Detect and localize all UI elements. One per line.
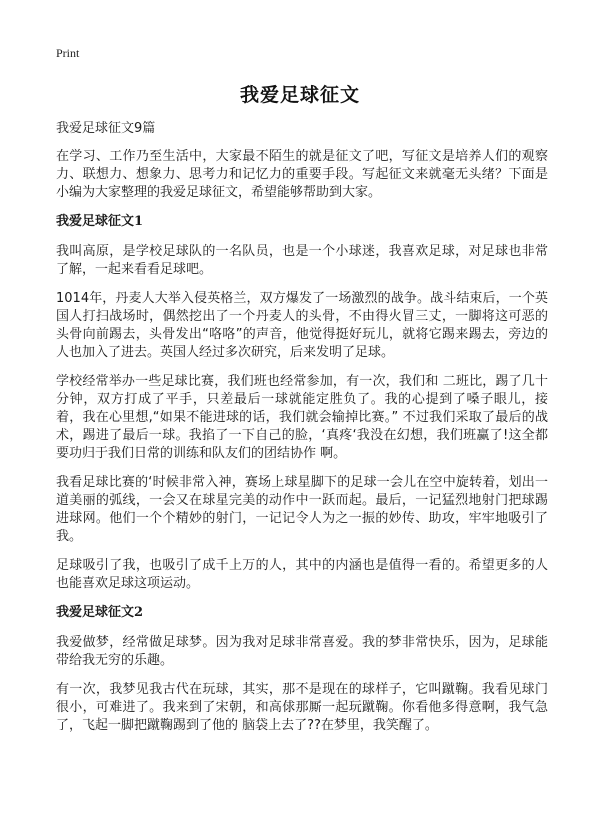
paragraph: 学校经常举办一些足球比赛，我们班也经常参加，有一次，我们和 二班比，踢了几十分钟，双方打成了平手，只差最后一球就能定胜负了。我的心提到了嗓子眼儿，接着，我在心里想,“如果不能进球的话，我们就会输掉比赛。” 不过我们采取了最后的战术，踢进了最后一球。我掐了一下自己的脸，‘真疼‘我没在幻想，我们班赢了!这全都要功归于我们日常的训练和队友们的团结协作 啊。 [56,374,548,461]
intro-paragraph: 在学习、工作乃至生活中，大家最不陌生的就是征文了吧，写征文是培养人们的观察力、联想力、想象力、思考力和记忆力的重要手段。写起征文来就毫无头绪？下面是小编为大家整理的我爱足球征文，希望能够帮助到大家。 [56,149,548,200]
section-heading: 我爱足球征文1 [56,214,144,229]
paragraph: 我爱做梦，经常做足球梦。因为我对足球非常喜爱。我的梦非常快乐，因为，足球能带给我无穷的乐趣。 [56,635,548,668]
article-body [56,120,548,746]
paragraph: 足球吸引了我，也吸引了成千上万的人，其中的内涵也是值得一看的。希望更多的人也能喜欢足球这项运动。 [56,558,548,591]
print-link[interactable]: Print [56,46,80,60]
paragraph: 1014年，丹麦人大举入侵英格兰，双方爆发了一场激烈的战争。战斗结束后，一个英国人打扫战场时，偶然挖出了一个丹麦人的头骨，不由得火冒三丈，一脚将这可恶的头骨向前踢去，头骨发出“咯咯”的声音，他觉得挺好玩儿，就将它踢来踢去，旁边的人也加入了进去。英国人经过多次研究，后来发明了足球。 [56,291,548,360]
paragraph: 我看足球比赛的‘时候非常入神，赛场上球星脚下的足球一会儿在空中旋转着，划出一道美丽的弧线，一会又在球星完美的动作中一跃而起。最后，一记猛烈地射门把球踢进球网。他们一个个精妙的射门，一记记令人为之一振的妙传、助攻，牢牢地吸引了我。 [56,475,548,544]
paragraph: 有一次，我梦见我古代在玩球，其实，那不是现在的球样子，它叫蹴鞠。我看见球门很小，可难进了。我来到了宋朝，和高俅那厮一起玩蹴鞠。你看他多得意啊，我气急了，飞起一脚把蹴鞠踢到了他的 脑袋上去了??在梦里，我笑醒了。 [56,682,548,733]
paragraph: 我叫高原，是学校足球队的一名队员，也是一个小球迷，我喜欢足球，对足球也非常了解，一起来看看足球吧。 [56,244,548,277]
page-title: 我爱足球征文 [239,84,360,106]
article-subtitle: 我爱足球征文9篇 [56,121,156,136]
section-heading: 我爱足球征文2 [56,605,144,620]
